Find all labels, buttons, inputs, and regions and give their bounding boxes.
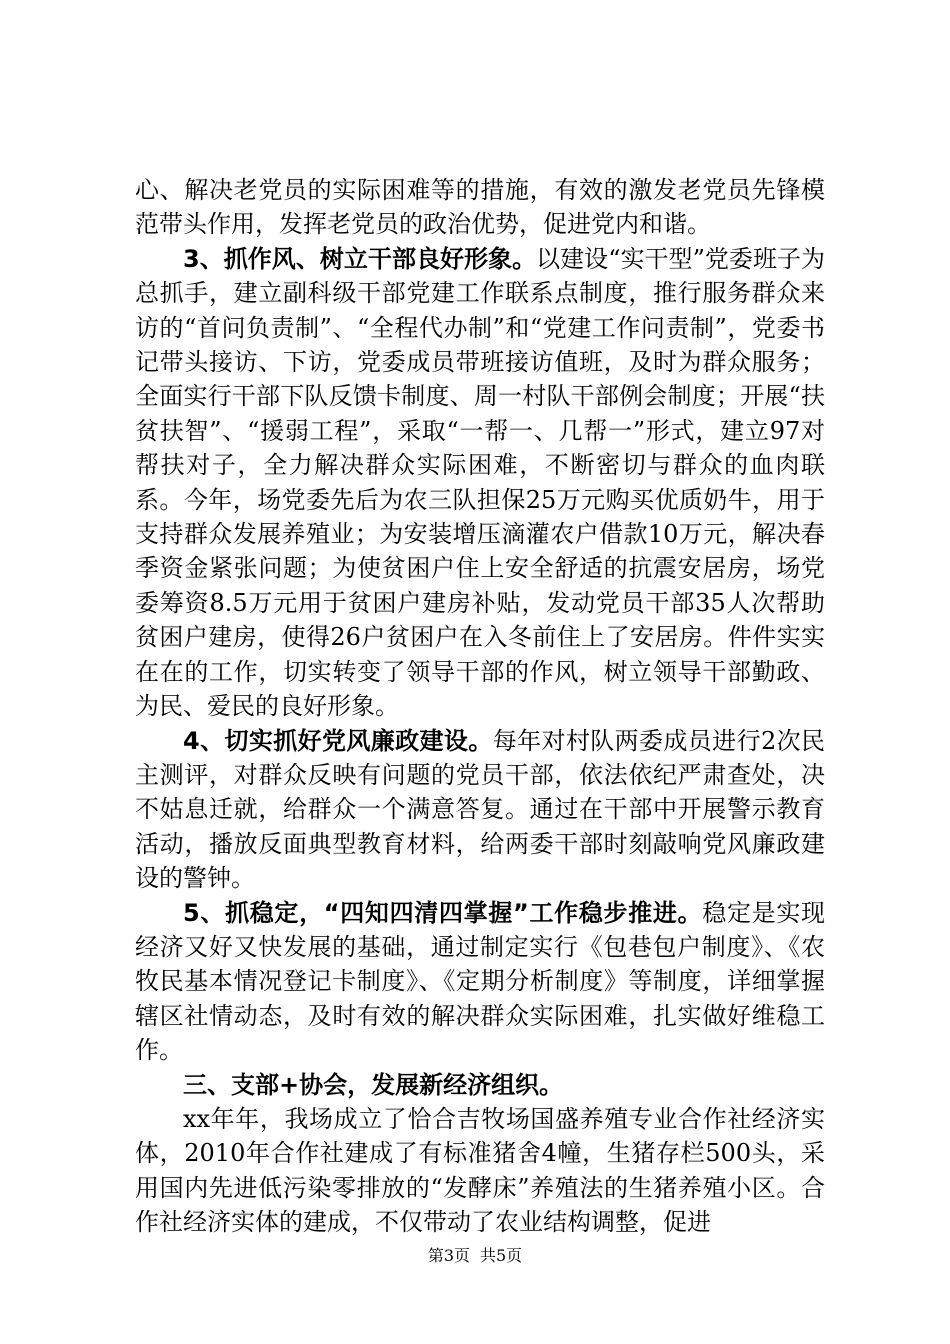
paragraph-stability — [135, 896, 825, 1068]
paragraph-text: 心、解决老党员的实际困难等的措施，有效的激发老党员先锋模范带头作用，发挥老党员的政治优势，促进党内和谐。 — [135, 176, 825, 239]
paragraph-text: 以建设“实干型”党委班子为总抓手，建立副科级干部党建工作联系点制度，推行服务群众来访的“首问负责制”、“全程代办制”和“党建工作问责制”，党委书记带头接访、下访，党委成员带班接访值班，及时为群众服务；全面实行干部下队反馈卡制度、周一村队干部例会制度；开展“扶贫扶智”、“援弱工程”，采取“一帮一、几帮一”形式，建立97对帮扶对子，全力解决群众实际困难，不断密切与群众的血肉联系。今年，场党委先后为农三队担保25万元购买优质奶牛，用于支持群众发展养殖业；为安装增压滴灌农户借款10万元，解决春季资金紧张问题；为使贫困户住上安全舒适的抗震安居房，场党委筹资8.5万元用于贫困户建房补贴，发动党员干部35人次帮助贫困户建房，使得26户贫困户在入冬前住上了安居房。件件实实在在的工作，切实转变了领导干部的作风，树立领导干部勤政、为民、爱民的良好形象。 — [135, 244, 825, 721]
paragraph-work-style — [135, 242, 825, 724]
paragraph-heading: 3、抓作风、树立干部良好形象。 — [183, 244, 537, 273]
paragraph-integrity — [135, 724, 825, 896]
page-number: 第3页 — [427, 1246, 470, 1265]
paragraph-text: 稳定是实现经济又好又快发展的基础，通过制定实行《包巷包户制度》、《农牧民基本情况登记卡制度》、《定期分析制度》等制度，详细掌握辖区社情动态，及时有效的解决群众实际困难，扎实做好维稳工作。 — [135, 898, 825, 1065]
page-total: 共5页 — [480, 1246, 523, 1265]
paragraph-text: xx年年，我场成立了恰合吉牧场国盛养殖专业合作社经济实体，2010年合作社建成了有标准猪舍4幢，生猪存栏500头，采用国内先进低污染零排放的“发酵床”养殖法的生猪养殖小区。合作社经济实体的建成，不仅带动了农业结构调整，促进 — [135, 1104, 825, 1237]
paragraph-heading: 5、抓稳定，“四知四清四掌握”工作稳步推进。 — [183, 898, 703, 927]
page-footer — [0, 1246, 950, 1266]
paragraph-continuation — [135, 173, 825, 242]
section-heading-text: 三、支部+协会，发展新经济组织。 — [183, 1070, 564, 1099]
paragraph-text: 每年对村队两委成员进行2次民主测评，对群众反映有问题的党员干部，依法依纪严肃查处，决不姑息迁就，给群众一个满意答复。通过在干部中开展警示教育活动，播放反面典型教育材料，给两委干部时刻敲响党风廉政建设的警钟。 — [135, 726, 825, 893]
paragraph-cooperative — [135, 1102, 825, 1240]
paragraph-heading: 4、切实抓好党风廉政建设。 — [183, 726, 493, 755]
document-body — [135, 173, 825, 1240]
section-heading — [135, 1068, 825, 1102]
